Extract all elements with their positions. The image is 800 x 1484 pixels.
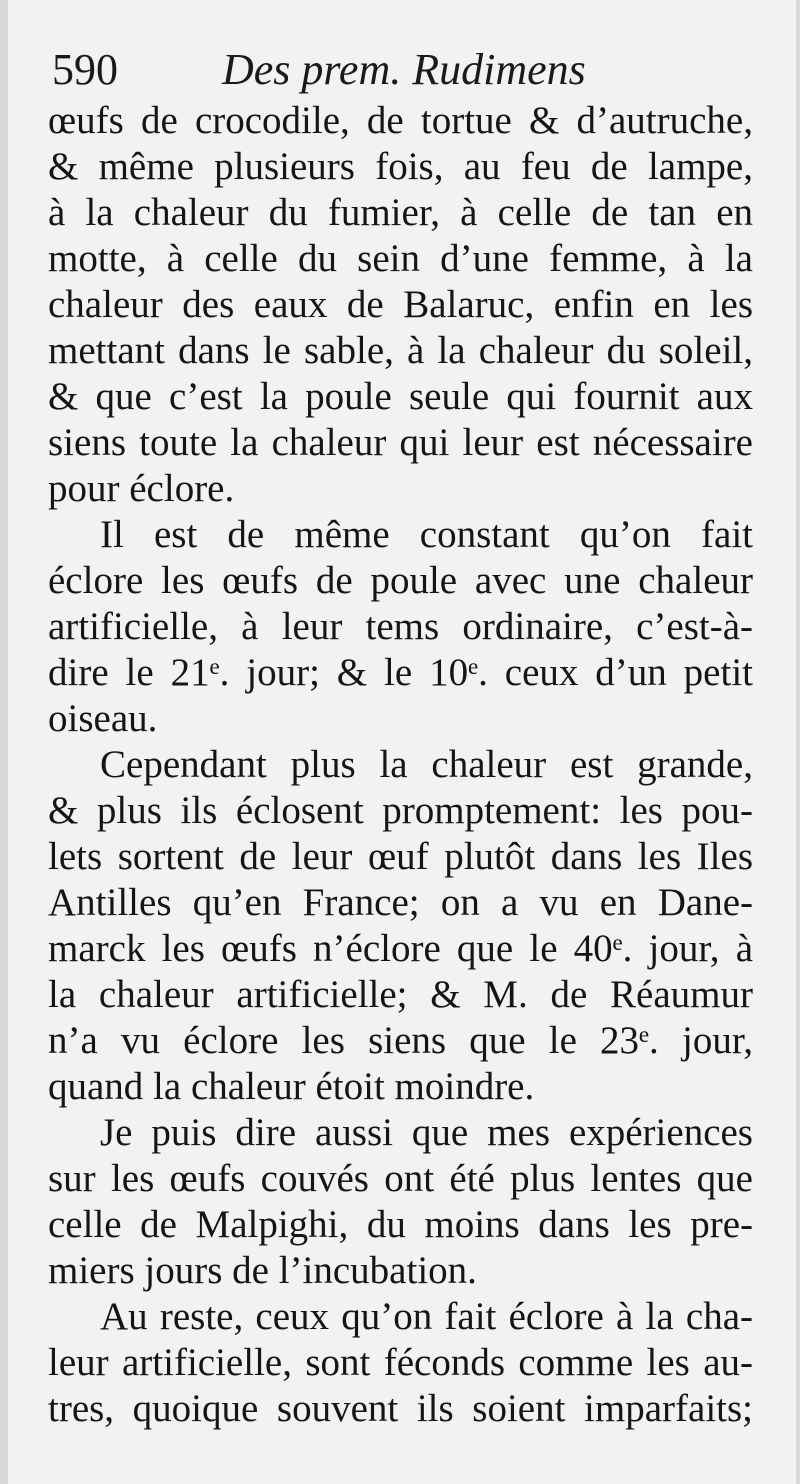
text-line: pour éclore. [48, 467, 235, 510]
text-line: à la chaleur du fumier, à celle de tan en [48, 191, 753, 234]
text-line: leur artificielle, sont féconds comme les au- [48, 1341, 753, 1384]
text-line: oiseau. [48, 697, 158, 740]
paragraph [48, 512, 753, 742]
text-line: dire le 21ᵉ. jour; & le 10ᵉ. ceux d’un petit [48, 651, 753, 694]
text-line: miers jours de l’incubation. [48, 1249, 477, 1292]
text-line: quand la chaleur étoit moindre. [48, 1065, 535, 1108]
text-line: & que c’est la poule seule qui fournit aux [48, 375, 753, 418]
text-line: artificielle, à leur tems ordinaire, c’est-à- [48, 605, 753, 648]
running-head [52, 40, 752, 100]
text-line: motte, à celle du sein d’une femme, à la [48, 237, 753, 280]
text-line: Antilles qu’en France; on a vu en Dane- [48, 881, 753, 924]
text-line: éclore les œufs de poule avec une chaleur [48, 559, 753, 602]
page-right-edge [796, 0, 800, 1484]
page-number: 590 [52, 45, 118, 94]
text-line: lets sortent de leur œuf plutôt dans les Iles [48, 835, 753, 878]
text-line: œufs de crocodile, de tortue & d’autruche, [48, 99, 753, 142]
body-text [48, 98, 753, 1432]
text-line: siens toute la chaleur qui leur est nécessaire [48, 421, 753, 464]
paragraph [48, 742, 753, 1110]
text-line: la chaleur artificielle; & M. de Réaumur [48, 973, 753, 1016]
text-line: & plus ils éclosent promptement: les pou- [48, 789, 753, 832]
paragraph [48, 1110, 753, 1294]
text-line: marck les œufs n’éclore que le 40ᵉ. jour, à [48, 927, 753, 970]
text-line: n’a vu éclore les siens que le 23ᵉ. jour, [48, 1019, 753, 1062]
text-line: Je puis dire aussi que mes expériences [100, 1111, 753, 1154]
text-line: mettant dans le sable, à la chaleur du soleil, [48, 329, 753, 372]
text-line: Il est de même constant qu’on fait [100, 513, 753, 556]
page-left-edge [0, 0, 8, 1484]
text-line: chaleur des eaux de Balaruc, enfin en les [48, 283, 753, 326]
text-line: Au reste, ceux qu’on fait éclore à la cha- [100, 1295, 753, 1338]
text-line: Cependant plus la chaleur est grande, [100, 743, 753, 786]
paragraph [48, 1294, 753, 1432]
running-head-title: Des prem. Rudimens [222, 45, 586, 94]
text-line: tres, quoique souvent ils soient imparfaits; [48, 1387, 753, 1430]
paragraph [48, 98, 753, 512]
text-line: celle de Malpighi, du moins dans les pre- [48, 1203, 753, 1246]
text-line: sur les œufs couvés ont été plus lentes que [48, 1157, 753, 1200]
text-line: & même plusieurs fois, au feu de lampe, [48, 145, 753, 188]
